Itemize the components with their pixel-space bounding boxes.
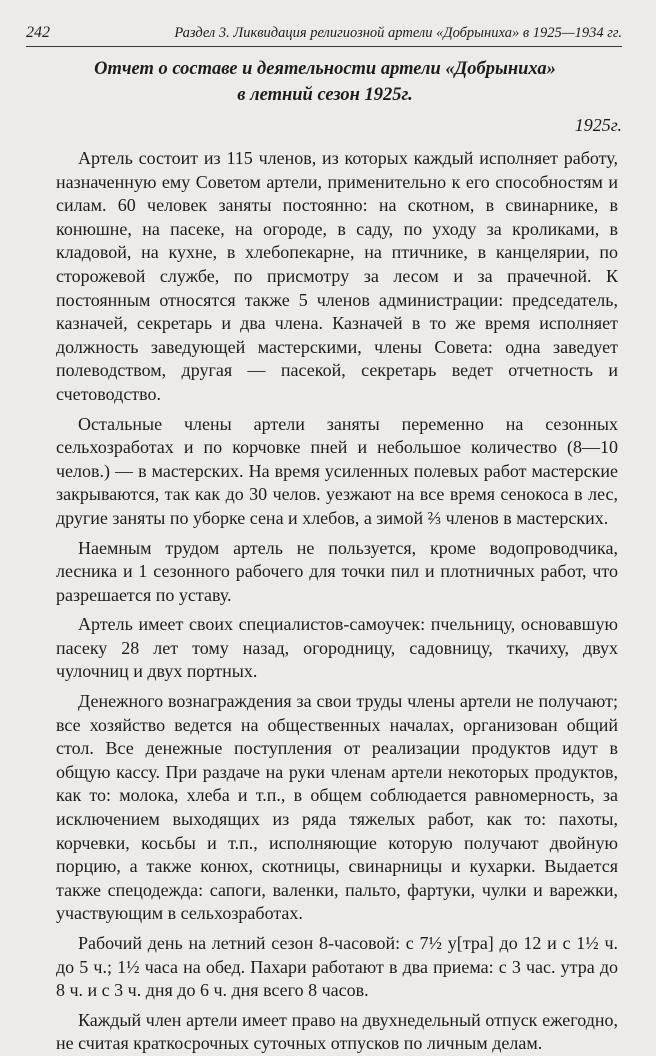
paragraph: Артель имеет своих специалистов-самоучек: пчельницу, основавшую пасеку 28 лет тому назад, огородницу, садовницу, ткачиху, двух чулочниц и двух портных. bbox=[56, 614, 618, 682]
paragraph: Каждый член артели имеет право на двухнедельный отпуск ежегодно, не считая краткосрочных суточных отпусков по личным делам. bbox=[56, 1009, 618, 1054]
page-number: 242 bbox=[26, 24, 50, 41]
document-title-line-2: в летний сезон 1925г. bbox=[237, 85, 413, 105]
header-divider bbox=[26, 46, 622, 47]
document-title-line-1: Отчет о составе и деятельности артели «Добрыниха» bbox=[94, 59, 556, 79]
document-title bbox=[40, 56, 610, 108]
section-title: Раздел 3. Ликвидация религиозной артели «Добрыниха» в 1925—1934 гг. bbox=[174, 25, 622, 41]
paragraph: Денежного вознаграждения за свои труды члены артели не получают; все хозяйство ведется на общественных началах, организован общий стол. Все денежные поступления от реализации продуктов идут в общую кассу. При раздаче на руки членам артели некоторых продуктов, как то: молока, хлеба и т.п., в общем соблюдается равномерность, за исключением выходящих из ряда тяжелых работ, как то: пахоты, корчевки, косьбы и т.п., исполняющие которую получают двойную порцию, а также конюх, скотницы, свинарницы и кухарки. Выдается также спецодежда: сапоги, валенки, пальто, фартуки, чулки и варежки, участвующим в сельхозработах. bbox=[56, 691, 618, 924]
paragraph: Рабочий день на летний сезон 8-часовой: с 7½ у[тра] до 12 и с 1½ ч. до 5 ч.; 1½ часа на обед. Пахари работают в два приема: с 3 час. утра до 8 ч. и с 3 ч. дня до 6 ч. дня всего 8 часов. bbox=[56, 933, 618, 1001]
paragraph: Остальные члены артели заняты переменно на сезонных сельхозработах и по корчовке пней и небольшое количество (8—10 челов.) — в мастерских. На время усиленных полевых работ мастерские закрываются, так как до 30 челов. уезжают на все время сенокоса в лес, другие заняты по уборке сена и хлебов, а зимой ⅔ членов в мастерских. bbox=[56, 413, 618, 528]
paragraph: Наемным трудом артель не пользуется, кроме водопроводчика, лесника и 1 сезонного рабочего для точки пил и плотничных работ, что разрешается по уставу. bbox=[56, 537, 618, 605]
document-date: 1925г. bbox=[574, 115, 622, 135]
running-head bbox=[26, 22, 622, 44]
document-body bbox=[56, 147, 618, 1056]
paragraph: Артель состоит из 115 членов, из которых каждый исполняет работу, назначенную ему Советом артели, применительно к его способностям и силам. 60 человек заняты постоянно: на скотном, в свинарнике, в конюшне, на пасеке, на огороде, в саду, по уходу за кроликами, в кладовой, на кухне, в хлебопекарне, на птичнике, в канцелярии, по сторожевой службе, по присмотру за лесом и за прачечной. К постоянным относятся также 5 членов администрации: председатель, казначей, секретарь и два члена. Казначей в то же время исполняет должность заведующей мастерскими, члены Совета: одна заведует полеводством, другая — пасекой, секретарь ведет отчетность и счетоводство. bbox=[56, 148, 618, 404]
